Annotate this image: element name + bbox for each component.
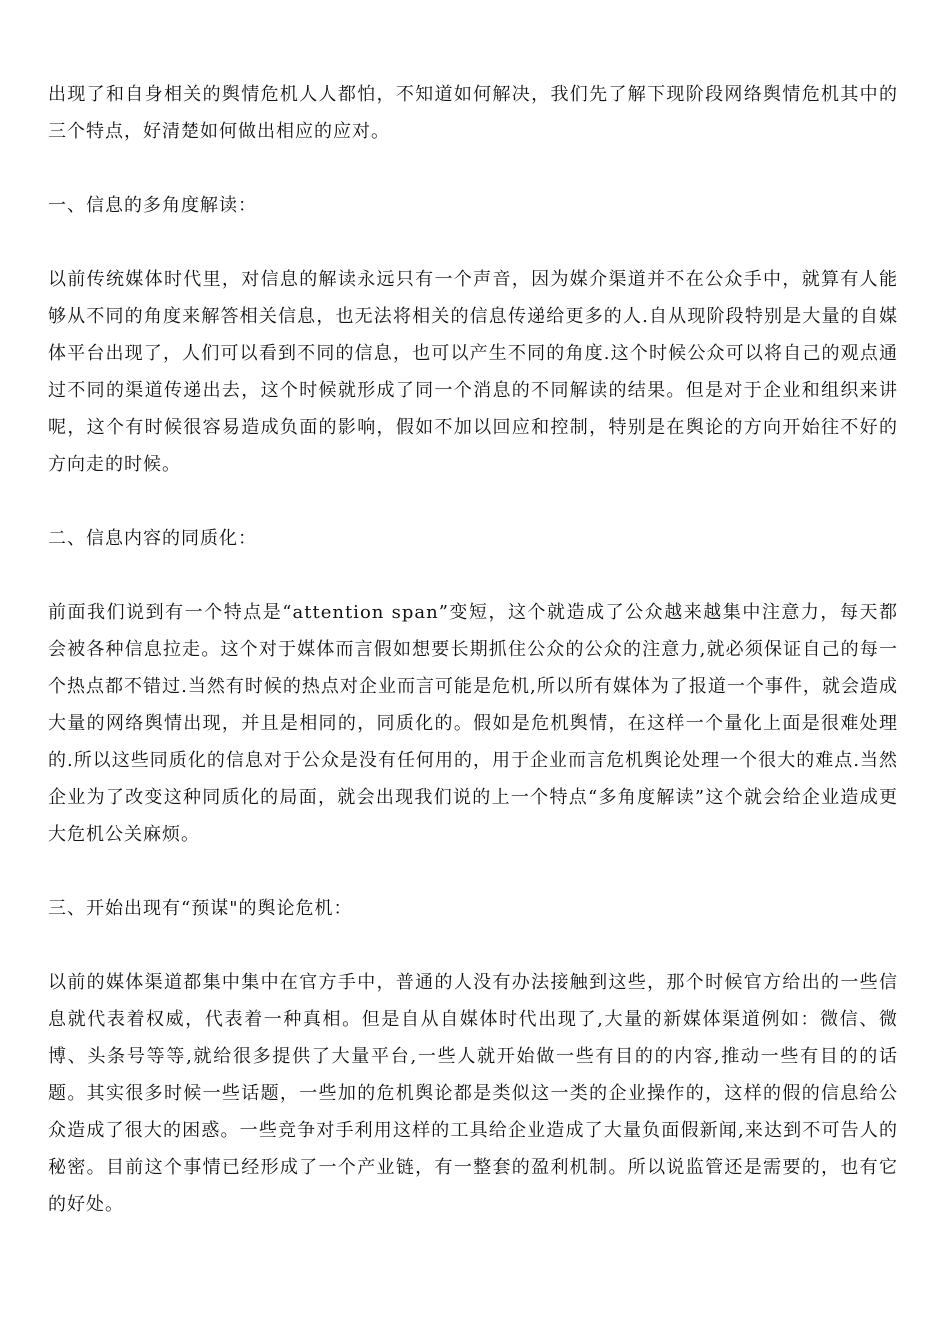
section-3-heading: 三、开始出现有“预谋"的舆论危机： xyxy=(48,898,353,919)
section-1-heading: 一、信息的多角度解读： xyxy=(48,195,257,216)
section-1-body: 以前传统媒体时代里，对信息的解读永远只有一个声音，因为媒介渠道并不在公众手中，就算有人能够从不同的角度来解答相关信息，也无法将相关的信息传递给更多的人.自从现阶段特别是大量的自媒体平台出现了，人们可以看到不同的信息，也可以产生不同的角度.这个时候公众可以将自己的观点通过不同的渠道传递出去，这个时候就形成了同一个消息的不同解读的结果。但是对于企业和组织来讲呢，这个有时候很容易造成负面的影响，假如不加以回应和控制，特别是在舆论的方向开始往不好的方向走的时候。 xyxy=(48,269,898,475)
section-2-body: 前面我们说到有一个特点是“attention span”变短，这个就造成了公众越来越集中注意力，每天都会被各种信息拉走。这个对于媒体而言假如想要长期抓住公众的公众的注意力,就必须保证自己的每一个热点都不错过.当然有时候的热点对企业而言可能是危机,所以所有媒体为了报道一个事件，就会造成大量的网络舆情出现，并且是相同的，同质化的。假如是危机舆情，在这样一个量化上面是很难处理的.所以这些同质化的信息对于公众是没有任何用的，用于企业而言危机舆论处理一个很大的难点.当然企业为了改变这种同质化的局面，就会出现我们说的上一个特点“多角度解读”这个就会给企业造成更大危机公关麻烦。 xyxy=(48,602,898,845)
section-3-body: 以前的媒体渠道都集中集中在官方手中，普通的人没有办法接触到这些，那个时候官方给出的一些信息就代表着权威，代表着一种真相。但是自从自媒体时代出现了,大量的新媒体渠道例如：微信、微博、头条号等等,就给很多提供了大量平台,一些人就开始做一些有目的的内容,推动一些有目的的话题。其实很多时候一些话题，一些加的危机舆论都是类似这一类的企业操作的，这样的假的信息给公众造成了很大的困惑。一些竞争对手利用这样的工具给企业造成了大量负面假新闻,来达到不可告人的秘密。目前这个事情已经形成了一个产业链，有一整套的盈利机制。所以说监管还是需要的，也有它的好处。 xyxy=(48,972,898,1215)
intro-paragraph: 出现了和自身相关的舆情危机人人都怕，不知道如何解决，我们先了解下现阶段网络舆情危机其中的三个特点，好清楚如何做出相应的应对。 xyxy=(48,84,898,142)
section-2-heading: 二、信息内容的同质化： xyxy=(48,528,257,549)
